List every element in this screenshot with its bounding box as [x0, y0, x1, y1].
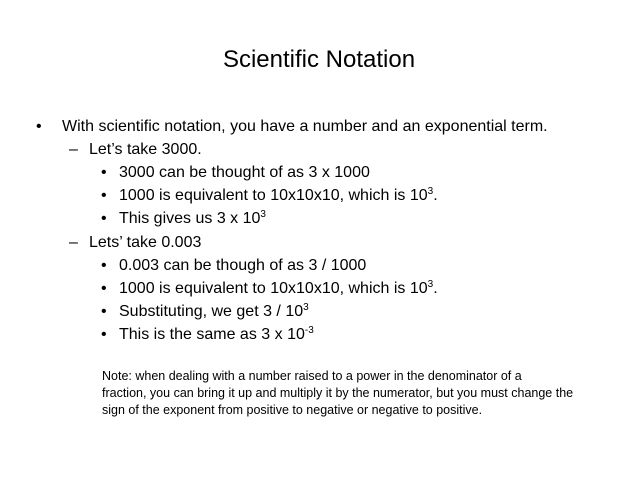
- sub-sub-bullet-text: [119, 303, 309, 320]
- text-run: This gives us 3 x 10: [119, 210, 261, 227]
- sub-bullet-example-2: [69, 233, 201, 253]
- bullet-marker: •: [101, 164, 107, 181]
- dash-marker: –: [69, 141, 78, 158]
- bullet-marker: •: [101, 187, 107, 204]
- sub-bullet-example-1: [69, 140, 202, 160]
- sub-sub-bullet-text: 3000 can be thought of as 3 x 1000: [119, 164, 370, 181]
- sub-bullet-text: Let’s take 3000.: [89, 141, 202, 158]
- text-run: 1000 is equivalent to 10x10x10, which is 10: [119, 280, 428, 297]
- text-run: This is the same as 3 x 10: [119, 326, 305, 343]
- note-paragraph: [102, 368, 602, 419]
- note-line: fraction, you can bring it up and multiply it by the numerator, but you must change the: [102, 386, 574, 400]
- sub-sub-bullet: [101, 325, 314, 345]
- bullet-marker: •: [101, 280, 107, 297]
- text-run: .: [433, 187, 438, 204]
- note-line: sign of the exponent from positive to negative or negative to positive.: [102, 403, 483, 417]
- sub-sub-bullet-text: [119, 326, 314, 343]
- bullet-marker: •: [101, 257, 107, 274]
- bullet-marker: •: [36, 118, 42, 135]
- bullet-text: With scientific notation, you have a number and an exponential term.: [62, 118, 548, 135]
- bullet-marker: •: [101, 326, 107, 343]
- sub-sub-bullet-text: [119, 210, 266, 227]
- sub-sub-bullet: [101, 163, 370, 183]
- exponent: 3: [427, 186, 434, 197]
- sub-sub-bullet-text: [119, 280, 438, 297]
- bullet-intro: [36, 117, 548, 137]
- dash-marker: –: [69, 234, 78, 251]
- bullet-marker: •: [101, 210, 107, 227]
- exponent: -3: [304, 325, 314, 336]
- text-run: Substituting, we get 3 / 10: [119, 303, 304, 320]
- sub-sub-bullet: [101, 186, 438, 206]
- exponent: 3: [303, 302, 309, 313]
- text-run: 1000 is equivalent to 10x10x10, which is 10: [119, 187, 428, 204]
- exponent: 3: [260, 209, 266, 220]
- sub-sub-bullet: [101, 279, 438, 299]
- sub-sub-bullet-text: 0.003 can be though of as 3 / 1000: [119, 257, 367, 274]
- note-line: Note: when dealing with a number raised to a power in the denominator of a: [102, 369, 522, 383]
- exponent: 3: [427, 279, 434, 290]
- sub-bullet-text: Lets’ take 0.003: [89, 234, 202, 251]
- text-run: .: [433, 280, 438, 297]
- bullet-marker: •: [101, 303, 107, 320]
- sub-sub-bullet: [101, 209, 266, 229]
- slide-title: Scientific Notation: [222, 46, 416, 73]
- sub-sub-bullet: [101, 256, 366, 276]
- sub-sub-bullet-text: [119, 187, 438, 204]
- sub-sub-bullet: [101, 302, 309, 322]
